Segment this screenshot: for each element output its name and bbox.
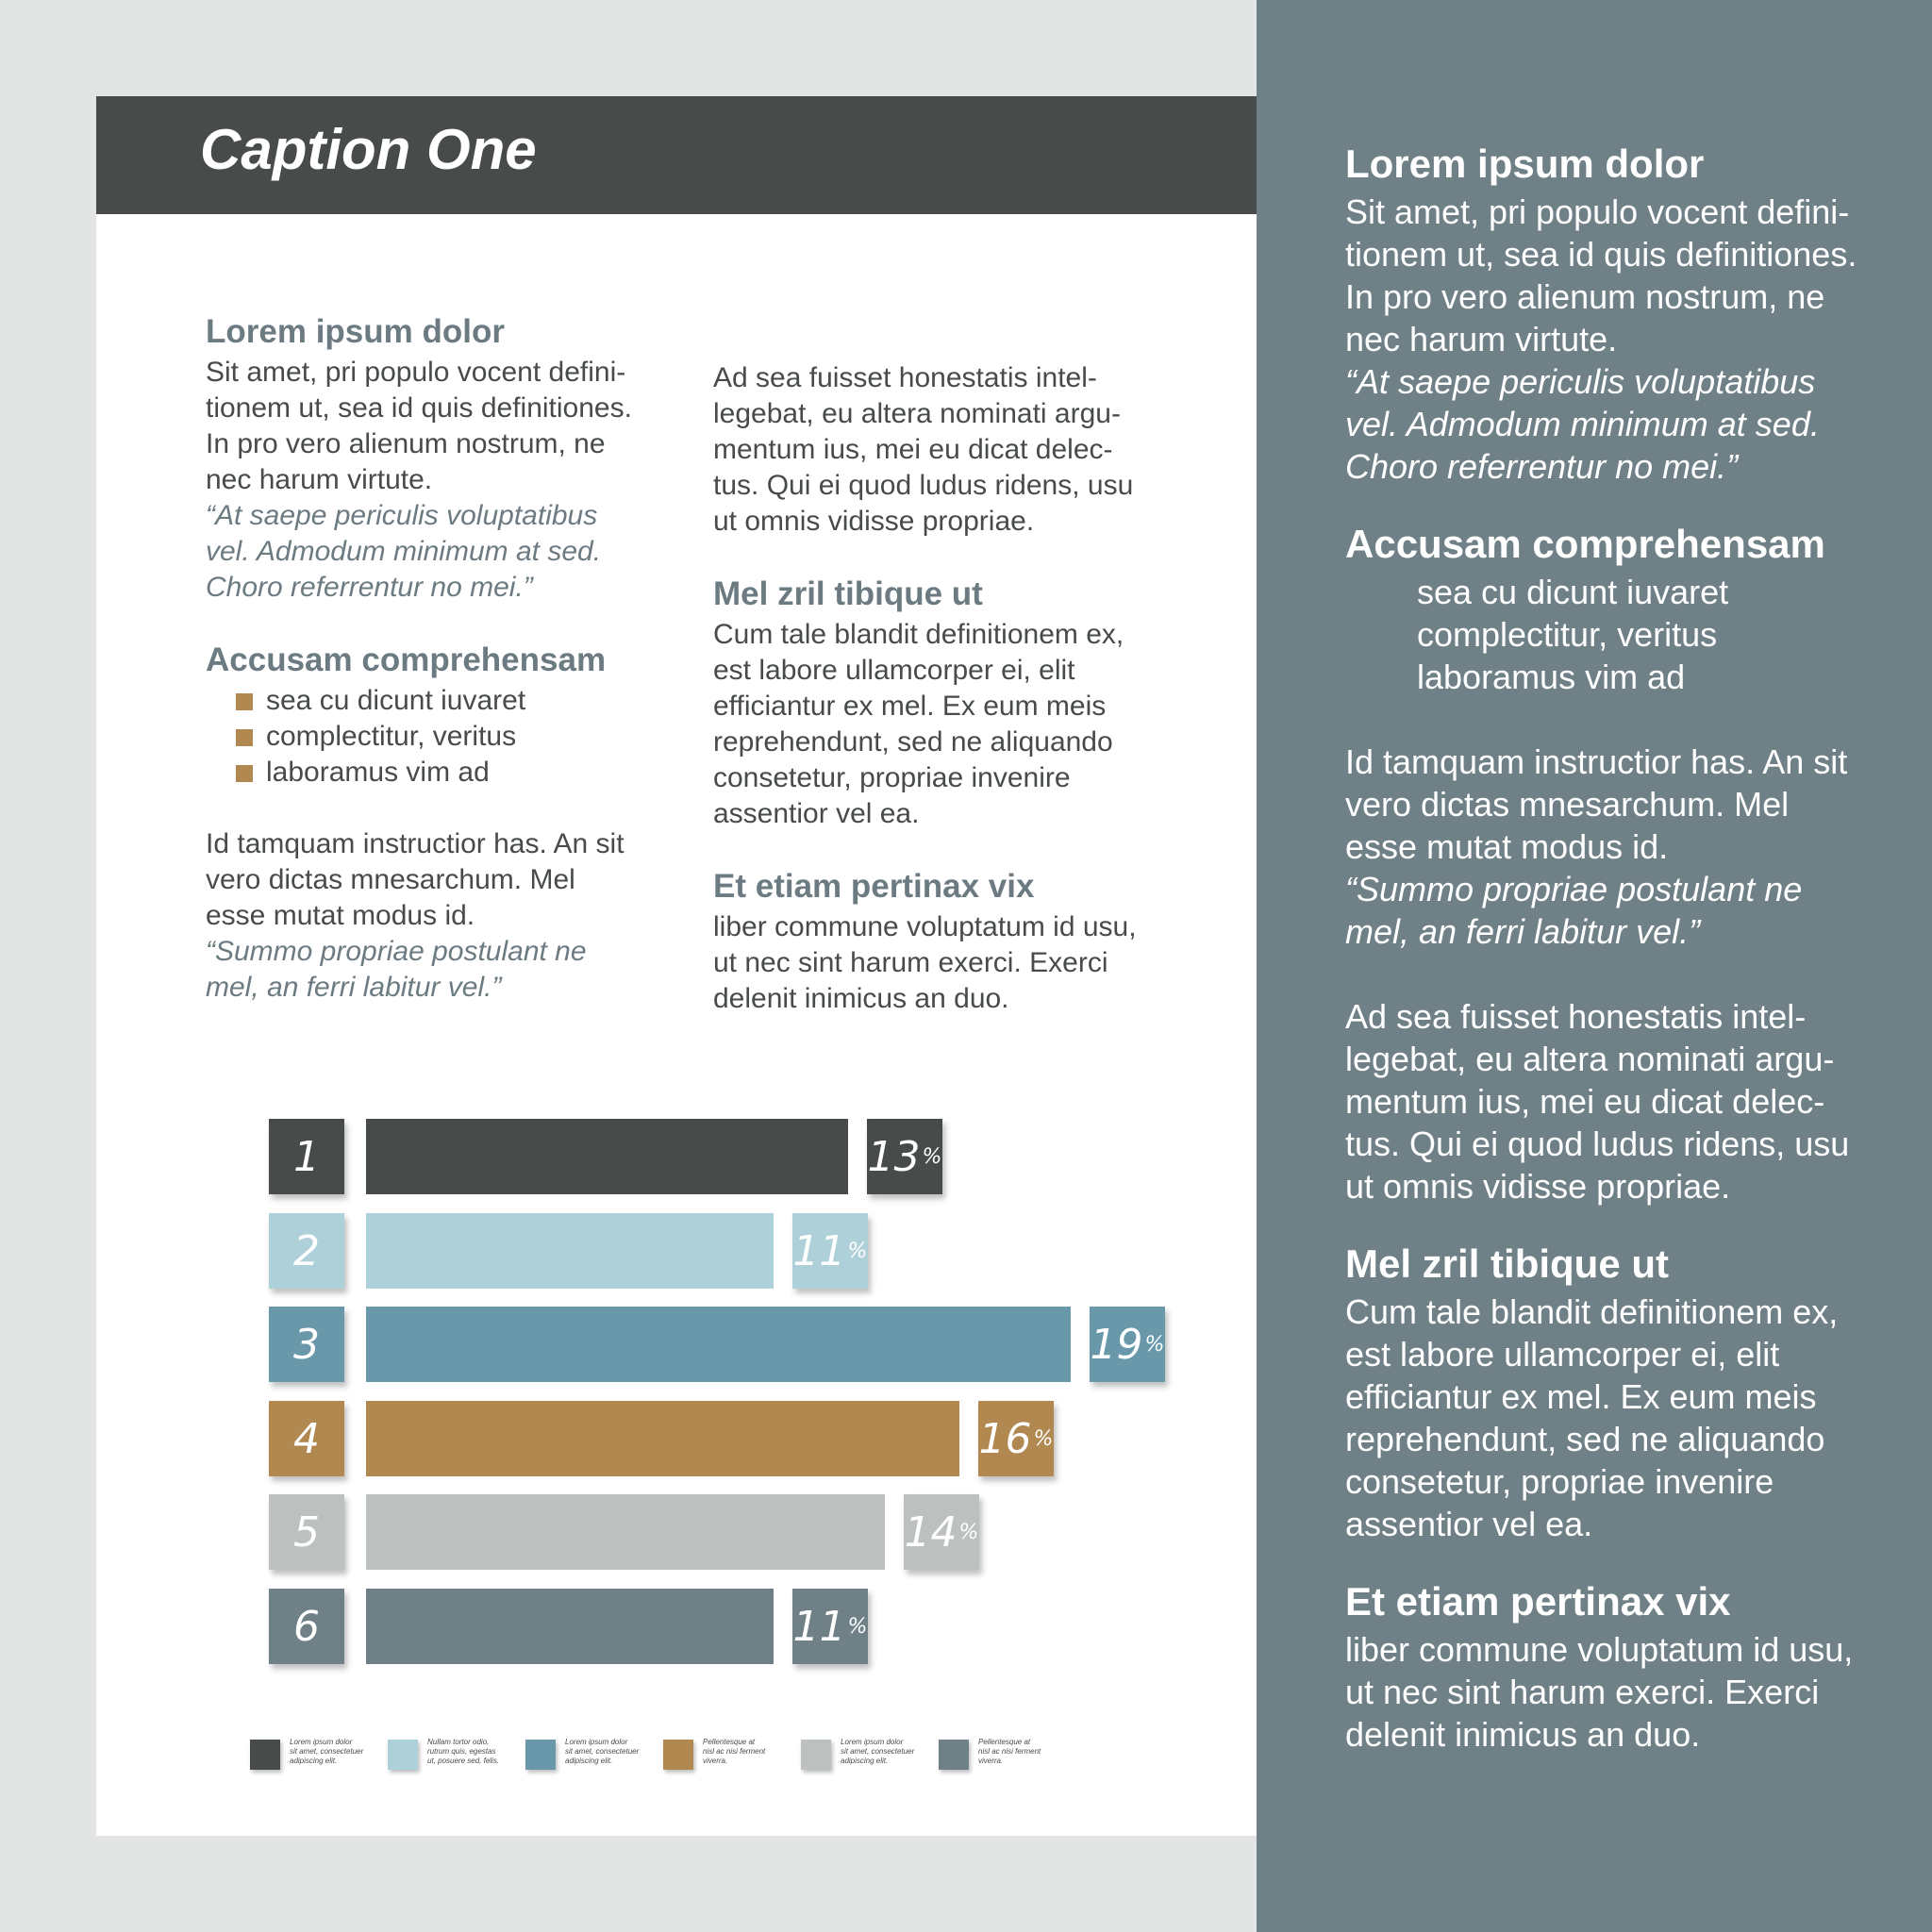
left-paragraph-2: Id tamquam instructior has. An sit vero dictas mnesarchum. Mel esse mutat modus id. (206, 828, 625, 931)
left-quote-1: “At saepe periculis voluptatibus vel. Admodum minimum at sed. Choro referrentur no mei.” (206, 500, 602, 603)
bar (366, 1307, 1071, 1382)
sidebar-list (1345, 571, 1911, 698)
sidebar-paragraph-4: Cum tale blandit definitionem ex, est labore ullamcorper ei, elit efficiantur ex mel. Ex eum meis reprehendunt, sed ne aliquando consetetur, propriae invenire assentior vel ea. (1345, 1292, 1839, 1543)
left-paragraph-1: Sit amet, pri populo vocent defini- tionem ut, sea id quis definitiones. In pro vero alienum nostrum, ne nec harum virtute. (206, 357, 632, 495)
left-heading-1: Lorem ipsum dolor (206, 313, 505, 350)
sidebar-paragraph-5: liber commune voluptatum id usu, ut nec sint harum exerci. Exerci delenit inimicus an duo. (1345, 1630, 1854, 1754)
sidebar-heading-4: Et etiam pertinax vix (1345, 1579, 1731, 1624)
right-heading-2: Et etiam pertinax vix (713, 868, 1035, 905)
legend-text: Pellentesque at nisl ac nisi ferment viverra. (978, 1738, 1041, 1765)
category-label: 4 (269, 1401, 344, 1476)
caption-bar (96, 96, 1257, 214)
right-heading-1: Mel zril tibique ut (713, 575, 983, 612)
legend-text: Lorem ipsum dolor sit amet, consectetuer adipiscing elit. (290, 1738, 364, 1765)
right-paragraph-2: Cum tale blandit definitionem ex, est labore ullamcorper ei, elit efficiantur ex mel. Ex eum meis reprehendunt, sed ne aliquando consetetur, propriae invenire assentior vel ea. (713, 619, 1124, 829)
list-item: laboramus vim ad (1417, 658, 1686, 696)
left-bullet-list (206, 683, 658, 791)
right-paragraph-3: liber commune voluptatum id usu, ut nec sint harum exerci. Exerci delenit inimicus an duo. (713, 911, 1137, 1014)
legend-swatch (801, 1740, 831, 1770)
left-quote-2: “Summo propriae postulant ne mel, an ferri labitur vel.” (206, 936, 587, 1003)
sidebar-heading-2: Accusam comprehensam (1345, 522, 1825, 566)
sidebar-heading-1: Lorem ipsum dolor (1345, 142, 1705, 186)
data-label: 19 % (1090, 1307, 1165, 1382)
legend-swatch (388, 1740, 418, 1770)
bar (366, 1119, 848, 1194)
legend-text: Lorem ipsum dolor sit amet, consectetuer adipiscing elit. (565, 1738, 640, 1765)
right-paragraph-1: Ad sea fuisset honestatis intel- legebat, eu altera nominati argu- mentum ius, mei eu dicat delec- tus. Qui ei quod ludus ridens, usu ut omnis vidisse propriae. (713, 362, 1134, 537)
category-label: 1 (269, 1119, 344, 1194)
caption-title: Caption One (200, 118, 537, 181)
bullet-square-icon (236, 765, 253, 782)
legend-swatch (250, 1740, 280, 1770)
legend-swatch (663, 1740, 693, 1770)
sidebar-paragraph-1: Sit amet, pri populo vocent defini- tionem ut, sea id quis definitiones. In pro vero alienum nostrum, ne nec harum virtute. (1345, 192, 1857, 358)
legend-swatch (939, 1740, 969, 1770)
bullet-square-icon (236, 693, 253, 710)
legend-swatch (525, 1740, 556, 1770)
sidebar-paragraph-3: Ad sea fuisset honestatis intel- legebat, eu altera nominati argu- mentum ius, mei eu dicat delec- tus. Qui ei quod ludus ridens, usu ut omnis vidisse propriae. (1345, 997, 1850, 1206)
list-item: laboramus vim ad (236, 755, 658, 791)
category-label: 6 (269, 1589, 344, 1664)
sidebar-paragraph-2: Id tamquam instructior has. An sit vero dictas mnesarchum. Mel esse mutat modus id. (1345, 742, 1848, 866)
bar (366, 1494, 885, 1570)
list-item: sea cu dicunt iuvaret (236, 683, 658, 719)
document-page (96, 96, 1257, 1836)
article-right-column (713, 360, 1279, 1017)
data-label: 14 % (904, 1494, 979, 1570)
data-label: 16 % (978, 1401, 1054, 1476)
legend-text: Lorem ipsum dolor sit amet, consectetuer adipiscing elit. (841, 1738, 915, 1765)
category-label: 2 (269, 1213, 344, 1289)
left-heading-2: Accusam comprehensam (206, 641, 607, 678)
article-left-column (206, 313, 658, 1006)
sidebar-quote-1: “At saepe periculis voluptatibus vel. Admodum minimum at sed. Choro referrentur no mei.” (1345, 362, 1820, 486)
sidebar-heading-3: Mel zril tibique ut (1345, 1241, 1669, 1286)
data-label: 11 % (792, 1589, 868, 1664)
legend-text: Nullam tortor odio, rutrum quis, egestas ut, posuere sed, felis. (427, 1738, 500, 1765)
sidebar-panel (1257, 0, 1932, 1932)
list-item: sea cu dicunt iuvaret (1417, 573, 1729, 611)
bullet-square-icon (236, 729, 253, 746)
category-label: 5 (269, 1494, 344, 1570)
bar (366, 1213, 774, 1289)
list-item: complectitur, veritus (1417, 615, 1718, 654)
category-label: 3 (269, 1307, 344, 1382)
list-item: complectitur, veritus (236, 719, 658, 755)
sidebar-quote-2: “Summo propriae postulant ne mel, an ferri labitur vel.” (1345, 870, 1803, 951)
data-label: 13 % (867, 1119, 942, 1194)
bar (366, 1401, 959, 1476)
data-label: 11 % (792, 1213, 868, 1289)
sidebar-column (1345, 142, 1911, 1756)
legend-text: Pellentesque at nisl ac nisi ferment viverra. (703, 1738, 766, 1765)
bar (366, 1589, 774, 1664)
